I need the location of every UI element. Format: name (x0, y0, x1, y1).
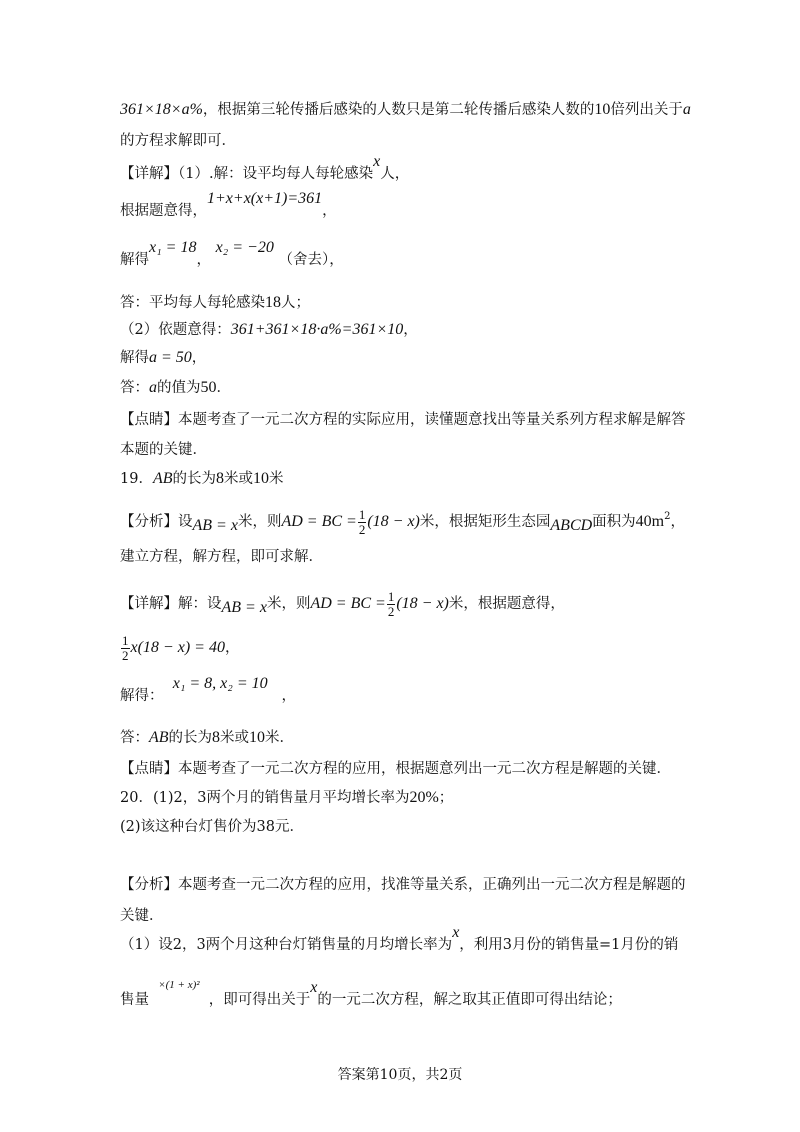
question-heading: 20．(1)2，3两个月的销售量月平均增长率为20%； (120, 789, 454, 806)
text-line: 关键． (120, 908, 164, 924)
text-line: 解得： x₁ = 8, x₂ = 10 ， (120, 675, 296, 704)
equation: AB = x (221, 599, 267, 617)
text-line: 解得x₁ = 18， x₂ = −20 （舍去）， (120, 239, 344, 268)
text-line: 建立方程，解方程，即可求解． (120, 549, 323, 565)
text-line: 根据题意得，1+x+x(x+1)=361， (120, 190, 337, 219)
text-line: 【点睛】本题考查了一元二次方程的应用，根据题意列出一元二次方程是解题的关键． (120, 761, 671, 777)
text-line: 解得a = 50， (120, 349, 207, 366)
equation: 361×18×a% (120, 101, 203, 118)
text-line: $\frac{1}{2}$ x(18 − x) = 40， (122, 633, 240, 663)
fraction: $\frac{1}{2}$ (387, 589, 395, 619)
text-line: 【分析】本题考查一元二次方程的应用，找准等量关系，正确列出一元二次方程是解题的 (120, 877, 686, 893)
section-label: 【详解】 (120, 596, 178, 613)
section-label: 【点睛】 (120, 412, 178, 428)
page-footer: 答案第10页，共2页 (337, 1067, 463, 1083)
text-line: (2)该这种台灯售价为38元． (120, 819, 304, 835)
text-line: （1）设2，3两个月这种台灯销售量的月均增长率为x，利用3月份的销售量=1月份的销 (120, 924, 679, 953)
equation: a = 50 (149, 349, 192, 366)
text-line: （2）依题意得：361+361×18·a%=361×10， (120, 321, 418, 338)
text-line: 【分析】设AB = x米，则AD = BC = $\frac{1}{2}$ (18 − x)米，根据矩形生态园ABCD面积为$40m^2$， (120, 507, 685, 537)
equation: AB = x (192, 517, 238, 535)
equation: AD = BC = (281, 513, 357, 531)
text-line: 答：AB的长为8米或10米． (120, 729, 295, 746)
equation: AD = BC = (310, 595, 386, 613)
equation: ×(1 + x)² (158, 979, 200, 991)
text-line: 答：平均每人每轮感染18人； (120, 294, 310, 311)
section-label: 【分析】 (120, 877, 178, 893)
equation: x₁ = 8, x₂ = 10 (172, 675, 268, 692)
text-line: 答：a的值为50． (120, 379, 231, 396)
fraction: $\frac{1}{2}$ (122, 633, 129, 663)
text-line: 361×18×a%，根据第三轮传播后感染的人数只是第二轮传播后感染人数的10倍列出关于a (120, 101, 691, 118)
equation: x₁ = 18 (149, 239, 197, 256)
text-line: 本题的关键． (120, 442, 207, 458)
fraction: $\frac{1}{2}$ (358, 507, 366, 537)
equation: 1+x+x(x+1)=361 (207, 190, 323, 207)
section-label: 【详解】 (120, 166, 178, 182)
question-heading: 19．AB的长为8米或10米 (120, 470, 284, 487)
text-line: 售量 $^{\times(1 + x)^2}$ ，即可得出关于x的一元二次方程，解之取其正值即可得出结论； (120, 979, 622, 1008)
text-line: 【详解】（1）.解：设平均每人每轮感染x人， (120, 153, 410, 182)
text-line: 【详解】解：设AB = x米，则AD = BC = $\frac{1}{2}$ (18 − x)米，根据题意得， (120, 589, 565, 619)
text-line: 的方程求解即可． (120, 133, 236, 149)
section-label: 【点睛】 (120, 761, 178, 777)
equation: x₂ = −20 (215, 239, 274, 256)
section-label: 【分析】 (120, 514, 178, 531)
text-line: 【点睛】本题考查了一元二次方程的实际应用，读懂题意找出等量关系列方程求解是解答 (120, 412, 686, 428)
equation: 361+361×18·a%=361×10 (230, 321, 404, 338)
equation: x(18 − x) = 40 (130, 639, 225, 657)
